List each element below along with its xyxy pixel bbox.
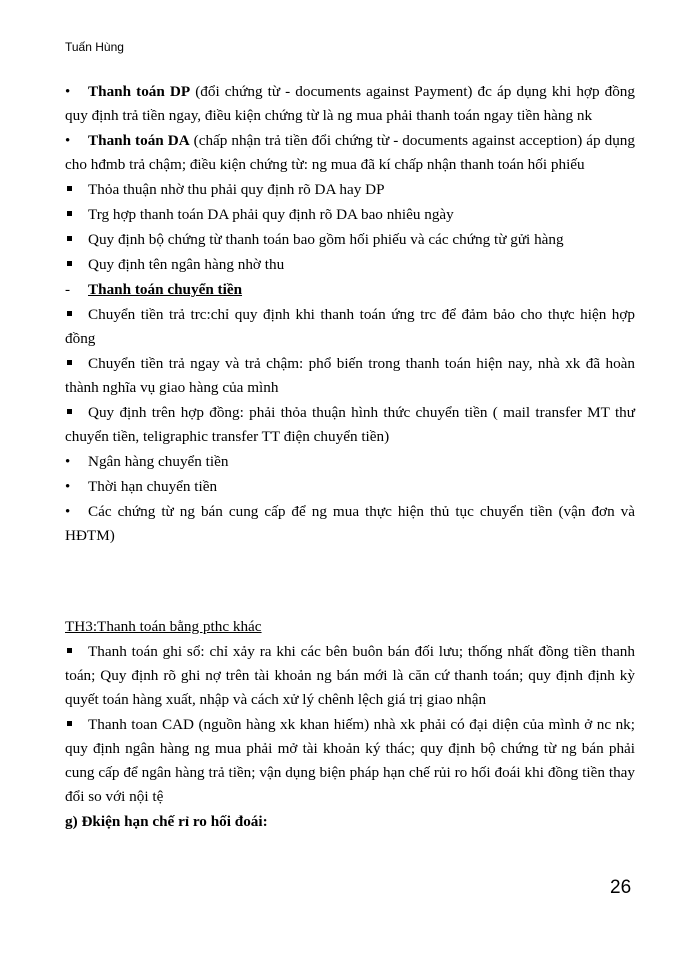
- list-item: [65, 129, 635, 177]
- list-item: [65, 640, 635, 712]
- spacer: [65, 549, 635, 615]
- list-item: [65, 80, 635, 128]
- page-header-author: Tuấn Hùng: [65, 40, 124, 54]
- bullet-square-icon: [65, 713, 88, 737]
- section-heading: [65, 278, 635, 302]
- item-text: Ngân hàng chuyển tiền: [88, 453, 229, 470]
- bullet-square-icon: [65, 303, 88, 327]
- bullet-dot-icon: [65, 500, 88, 524]
- page-number: 26: [610, 877, 632, 898]
- item-text: Chuyển tiền trả ngay và trả chậm: phổ biến trong thanh toán hiện nay, nhà xk đã hoàn thành nghĩa vụ giao hàng của mình: [65, 355, 635, 396]
- list-item: [65, 450, 635, 474]
- bullet-dot-icon: [65, 450, 88, 474]
- bullet-dot-icon: [65, 80, 88, 104]
- bullet-square-icon: [65, 203, 88, 227]
- list-item: [65, 303, 635, 351]
- list-item: [65, 203, 635, 227]
- section-heading: [65, 615, 635, 639]
- bullet-square-icon: [65, 640, 88, 664]
- list-item: [65, 228, 635, 252]
- list-item: [65, 500, 635, 548]
- bullet-dot-icon: [65, 129, 88, 153]
- list-item: [65, 475, 635, 499]
- document-body: [65, 80, 635, 835]
- item-text: Thỏa thuận nhờ thu phải quy định rõ DA hay DP: [88, 181, 385, 198]
- heading-text: g) Đkiện hạn chế rỉ ro hối đoái:: [65, 813, 268, 830]
- heading-text: Thanh toán chuyển tiền: [88, 281, 243, 298]
- bullet-square-icon: [65, 178, 88, 202]
- section-heading: [65, 810, 635, 834]
- item-text: Quy định tên ngân hàng nhờ thu: [88, 256, 285, 273]
- list-item: [65, 401, 635, 449]
- list-item: [65, 253, 635, 277]
- bullet-square-icon: [65, 228, 88, 252]
- item-text: Thanh toán ghi sổ: chỉ xảy ra khi các bên buôn bán đối lưu; thống nhất đồng tiền thanh toán; Quy định rõ ghi nợ trên tài khoản ng bán mới là căn cứ thanh toán; quy định định kỳ quyết toán hàng xuất, nhập và cách xử lý chênh lệch giá trị giao nhận: [65, 643, 635, 708]
- term-bold: Thanh toán DA: [88, 132, 190, 149]
- item-text: Thanh toan CAD (nguồn hàng xk khan hiếm) nhà xk phải có đại diện của mình ở nc nk; quy định ngân hàng ng mua phải mở tài khoản ký thác; quy định bộ chứng từ ng bán phải cung cấp để ngân hàng trả tiền; vận dụng biện pháp hạn chế rủi ro hối đoái khi đồng tiền thay đổi so với nội tệ: [65, 716, 635, 805]
- bullet-square-icon: [65, 352, 88, 376]
- item-text: Quy định trên hợp đồng: phải thỏa thuận hình thức chuyển tiền ( mail transfer MT thư chuyển tiền, teligraphic transfer TT điện chuyển tiền): [65, 404, 635, 445]
- list-item: [65, 352, 635, 400]
- term-bold: Thanh toán DP: [88, 83, 191, 100]
- item-text: Chuyển tiền trả trc:chỉ quy định khi thanh toán ứng trc để đảm bảo cho thực hiện hợp đồng: [65, 306, 635, 347]
- list-item: [65, 178, 635, 202]
- item-text: Thời hạn chuyển tiền: [88, 478, 218, 495]
- dash-marker-icon: [65, 278, 88, 302]
- item-text: Quy định bộ chứng từ thanh toán bao gồm hối phiếu và các chứng từ gửi hàng: [88, 231, 564, 248]
- item-text: Các chứng từ ng bán cung cấp để ng mua thực hiện thủ tục chuyển tiền (vận đơn và HĐTM): [65, 503, 635, 544]
- heading-text: TH3:Thanh toán bằng pthc khác: [65, 618, 262, 635]
- item-text: (chấp nhận trả tiền đổi chứng từ - documents against acception) áp dụng cho hđmb trả chậm; điều kiện chứng từ: ng mua đã kí chấp nhận thanh toán hối phiếu: [65, 132, 635, 173]
- bullet-square-icon: [65, 253, 88, 277]
- list-item: [65, 713, 635, 809]
- bullet-square-icon: [65, 401, 88, 425]
- item-text: Trg hợp thanh toán DA phải quy định rõ DA bao nhiêu ngày: [88, 206, 454, 223]
- item-text: (đổi chứng từ - documents against Payment) đc áp dụng khi hợp đồng quy định trả tiền ngay, điều kiện chứng từ là ng mua phải thanh toán ngay tiền hàng nk: [65, 83, 635, 124]
- bullet-dot-icon: [65, 475, 88, 499]
